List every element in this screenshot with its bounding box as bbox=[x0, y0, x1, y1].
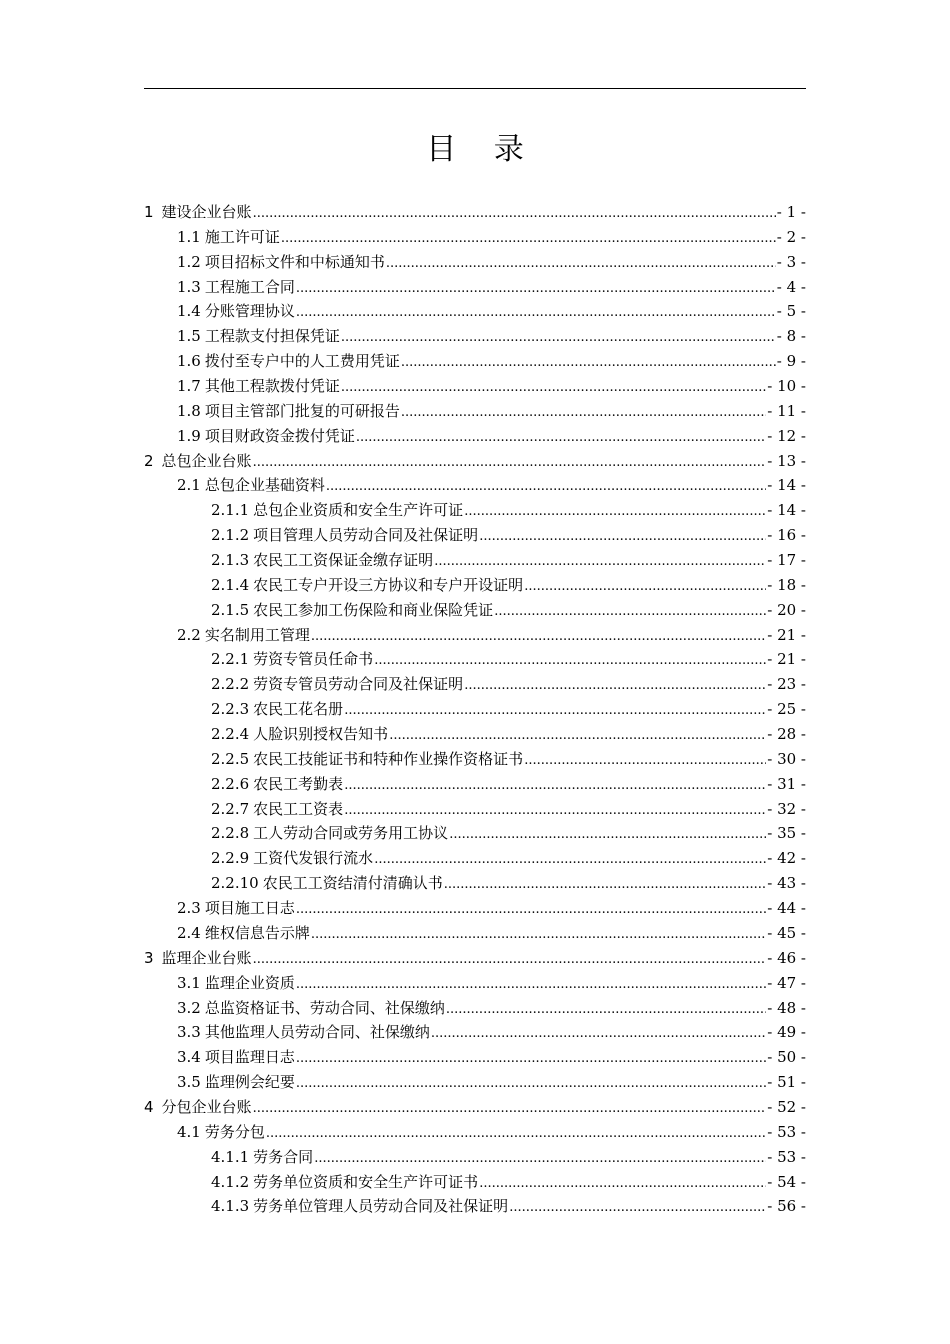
toc-entry-label: 监理企业资质 bbox=[204, 973, 295, 992]
toc-entry[interactable] bbox=[0, 1020, 950, 1045]
toc-dot-leader bbox=[524, 575, 766, 600]
toc-entry[interactable] bbox=[0, 473, 950, 498]
toc-entry[interactable] bbox=[0, 200, 950, 225]
toc-dot-leader bbox=[266, 1122, 766, 1147]
toc-entry[interactable] bbox=[0, 946, 950, 971]
header-rule bbox=[144, 88, 806, 89]
toc-entry-page-number: - 54 - bbox=[767, 1172, 806, 1191]
toc-dot-leader bbox=[326, 475, 766, 500]
toc-entry-number: 2.2.7 bbox=[211, 799, 250, 818]
toc-entry-number: 2.2.4 bbox=[211, 725, 250, 744]
toc-entry-number: 2.2.3 bbox=[211, 700, 250, 719]
toc-entry[interactable] bbox=[0, 747, 950, 772]
toc-entry[interactable] bbox=[0, 523, 950, 548]
toc-entry-label: 劳资专管员任命书 bbox=[253, 650, 374, 669]
toc-entry-label: 施工许可证 bbox=[204, 227, 280, 246]
toc-entry-label: 工资代发银行流水 bbox=[253, 849, 374, 868]
toc-entry-number: 4.1.1 bbox=[211, 1147, 250, 1166]
toc-entry-label: 总监资格证书、劳动合同、社保缴纳 bbox=[204, 998, 445, 1017]
toc-entry[interactable] bbox=[0, 324, 950, 349]
toc-entry[interactable] bbox=[0, 623, 950, 648]
toc-entry-number: 1.3 bbox=[177, 277, 201, 296]
toc-entry-page-number: - 48 - bbox=[767, 998, 806, 1017]
toc-entry-page-number: - 1 - bbox=[776, 203, 806, 221]
toc-entry[interactable] bbox=[0, 722, 950, 747]
toc-dot-leader bbox=[341, 326, 776, 351]
toc-entry-label: 劳资专管员劳动合同及社保证明 bbox=[253, 675, 464, 694]
toc-entry-number: 1.5 bbox=[177, 327, 201, 346]
toc-entry-page-number: - 14 - bbox=[767, 501, 806, 520]
toc-entry-number: 2.2.9 bbox=[211, 849, 250, 868]
toc-entry-label: 项目财政资金拨付凭证 bbox=[204, 426, 355, 445]
toc-entry[interactable] bbox=[0, 349, 950, 374]
toc-entry[interactable] bbox=[0, 449, 950, 474]
toc-entry[interactable] bbox=[0, 275, 950, 300]
toc-entry-page-number: - 53 - bbox=[767, 1122, 806, 1141]
toc-entry-label: 项目监理日志 bbox=[204, 1048, 295, 1067]
toc-entry-number: 2.1.2 bbox=[211, 526, 250, 545]
toc-entry[interactable] bbox=[0, 424, 950, 449]
toc-entry-label: 劳务分包 bbox=[204, 1122, 265, 1141]
toc-entry-label: 农民工参加工伤保险和商业保险凭证 bbox=[253, 600, 494, 619]
toc-entry-number: 2.4 bbox=[177, 923, 201, 942]
toc-entry-number: 2.2.10 bbox=[211, 874, 259, 893]
toc-entry-page-number: - 9 - bbox=[776, 352, 806, 371]
toc-entry-page-number: - 25 - bbox=[767, 700, 806, 719]
toc-entry-page-number: - 14 - bbox=[767, 476, 806, 495]
toc-entry-label: 总包企业台账 bbox=[161, 451, 252, 470]
toc-entry-number: 1 bbox=[144, 203, 154, 221]
toc-entry[interactable] bbox=[0, 996, 950, 1021]
toc-entry-label: 工程施工合同 bbox=[204, 277, 295, 296]
toc-entry[interactable] bbox=[0, 1120, 950, 1145]
toc-entry-number: 2.1.1 bbox=[211, 501, 250, 520]
toc-entry[interactable] bbox=[0, 598, 950, 623]
toc-dot-leader bbox=[509, 1196, 766, 1221]
toc-entry-label: 总包企业基础资料 bbox=[204, 476, 325, 495]
toc-entry-number: 1.7 bbox=[177, 377, 201, 396]
toc-entry-page-number: - 49 - bbox=[767, 1023, 806, 1042]
toc-entry[interactable] bbox=[0, 647, 950, 672]
toc-entry-page-number: - 30 - bbox=[767, 749, 806, 768]
toc-dot-leader bbox=[253, 948, 767, 973]
toc-entry-page-number: - 51 - bbox=[767, 1073, 806, 1092]
toc-entry-number: 2.1.3 bbox=[211, 551, 250, 570]
toc-entry-label: 农民工考勤表 bbox=[253, 774, 344, 793]
toc-dot-leader bbox=[389, 724, 766, 749]
toc-entry-number: 1.4 bbox=[177, 302, 201, 321]
toc-dot-leader bbox=[311, 923, 766, 948]
toc-dot-leader bbox=[311, 625, 766, 650]
toc-entry[interactable] bbox=[0, 821, 950, 846]
toc-entry-page-number: - 18 - bbox=[767, 575, 806, 594]
toc-entry[interactable] bbox=[0, 846, 950, 871]
toc-entry[interactable] bbox=[0, 672, 950, 697]
toc-entry-label: 实名制用工管理 bbox=[204, 625, 310, 644]
toc-dot-leader bbox=[401, 401, 766, 426]
toc-entry-number: 2 bbox=[144, 451, 154, 470]
toc-entry-label: 农民工工资结清付清确认书 bbox=[262, 874, 443, 893]
toc-entry-label: 农民工技能证书和特种作业操作资格证书 bbox=[253, 749, 524, 768]
toc-entry-page-number: - 5 - bbox=[776, 302, 806, 321]
toc-entry-number: 2.2.1 bbox=[211, 650, 250, 669]
toc-dot-leader bbox=[296, 898, 766, 923]
toc-entry-page-number: - 17 - bbox=[767, 551, 806, 570]
toc-entry-label: 总包企业资质和安全生产许可证 bbox=[253, 501, 464, 520]
toc-dot-leader bbox=[344, 699, 766, 724]
toc-entry-page-number: - 12 - bbox=[767, 426, 806, 445]
toc-entry-number: 2.2.8 bbox=[211, 824, 250, 843]
toc-entry-label: 监理企业台账 bbox=[161, 948, 252, 967]
toc-entry-number: 3.2 bbox=[177, 998, 201, 1017]
toc-dot-leader bbox=[253, 202, 776, 227]
toc-entry-page-number: - 53 - bbox=[767, 1147, 806, 1166]
toc-entry[interactable] bbox=[0, 896, 950, 921]
toc-entry-page-number: - 43 - bbox=[767, 874, 806, 893]
toc-entry-page-number: - 11 - bbox=[767, 401, 806, 420]
toc-dot-leader bbox=[281, 227, 776, 252]
toc-entry-label: 其他工程款拨付凭证 bbox=[204, 377, 340, 396]
toc-entry-label: 劳务合同 bbox=[253, 1147, 314, 1166]
toc-entry-page-number: - 21 - bbox=[767, 650, 806, 669]
toc-entry-label: 劳务单位管理人员劳动合同及社保证明 bbox=[253, 1197, 509, 1216]
toc-dot-leader bbox=[464, 500, 766, 525]
toc-entry-number: 2.3 bbox=[177, 899, 201, 918]
toc-entry-number: 1.8 bbox=[177, 401, 201, 420]
toc-entry-page-number: - 50 - bbox=[767, 1048, 806, 1067]
toc-entry[interactable] bbox=[0, 250, 950, 275]
toc-entry-number: 2.2.6 bbox=[211, 774, 250, 793]
toc-entry-page-number: - 28 - bbox=[767, 725, 806, 744]
toc-dot-leader bbox=[446, 998, 766, 1023]
toc-entry[interactable] bbox=[0, 399, 950, 424]
toc-entry[interactable] bbox=[0, 1070, 950, 1095]
toc-entry-label: 监理例会纪要 bbox=[204, 1073, 295, 1092]
toc-dot-leader bbox=[374, 848, 766, 873]
toc-entry-label: 建设企业台账 bbox=[161, 203, 252, 221]
toc-entry-page-number: - 23 - bbox=[767, 675, 806, 694]
toc-entry-number: 4.1 bbox=[177, 1122, 201, 1141]
toc-entry[interactable] bbox=[0, 697, 950, 722]
toc-entry-label: 农民工花名册 bbox=[253, 700, 344, 719]
toc-entry-label: 农民工工资表 bbox=[253, 799, 344, 818]
toc-entry-page-number: - 44 - bbox=[767, 899, 806, 918]
toc-dot-leader bbox=[314, 1147, 766, 1172]
toc-entry-page-number: - 20 - bbox=[767, 600, 806, 619]
toc-entry-number: 1.9 bbox=[177, 426, 201, 445]
toc-entry[interactable] bbox=[0, 772, 950, 797]
toc-entry-page-number: - 35 - bbox=[767, 824, 806, 843]
toc-entry-label: 人脸识别授权告知书 bbox=[253, 725, 389, 744]
toc-entry[interactable] bbox=[0, 374, 950, 399]
toc-entry-page-number: - 2 - bbox=[776, 227, 806, 246]
toc-entry-number: 2.1 bbox=[177, 476, 201, 495]
toc-entry-number: 1.1 bbox=[177, 227, 201, 246]
toc-title: 目 录 bbox=[426, 132, 538, 167]
toc-entry[interactable] bbox=[0, 498, 950, 523]
toc-dot-leader bbox=[296, 973, 766, 998]
toc-dot-leader bbox=[374, 649, 766, 674]
toc-entry-number: 2.2.5 bbox=[211, 749, 250, 768]
toc-dot-leader bbox=[524, 749, 766, 774]
toc-entry-number: 4.1.3 bbox=[211, 1197, 250, 1216]
toc-list bbox=[0, 200, 950, 1219]
toc-entry-page-number: - 31 - bbox=[767, 774, 806, 793]
toc-dot-leader bbox=[434, 550, 766, 575]
toc-entry-page-number: - 52 - bbox=[767, 1097, 806, 1116]
toc-entry[interactable] bbox=[0, 1170, 950, 1195]
toc-entry-label: 项目招标文件和中标通知书 bbox=[204, 252, 385, 271]
toc-dot-leader bbox=[494, 600, 766, 625]
toc-dot-leader bbox=[296, 301, 776, 326]
toc-dot-leader bbox=[449, 823, 766, 848]
toc-dot-leader bbox=[444, 873, 767, 898]
toc-entry-label: 项目主管部门批复的可研报告 bbox=[204, 401, 400, 420]
toc-entry-label: 劳务单位资质和安全生产许可证书 bbox=[253, 1172, 479, 1191]
toc-entry-page-number: - 56 - bbox=[767, 1197, 806, 1216]
toc-entry-page-number: - 8 - bbox=[776, 327, 806, 346]
toc-dot-leader bbox=[296, 277, 776, 302]
toc-entry[interactable] bbox=[0, 1095, 950, 1120]
toc-entry-label: 分账管理协议 bbox=[204, 302, 295, 321]
toc-entry-label: 其他监理人员劳动合同、社保缴纳 bbox=[204, 1023, 430, 1042]
toc-entry[interactable] bbox=[0, 548, 950, 573]
toc-dot-leader bbox=[344, 774, 766, 799]
toc-entry-label: 项目施工日志 bbox=[204, 899, 295, 918]
toc-entry-number: 2.1.5 bbox=[211, 600, 250, 619]
toc-entry-page-number: - 47 - bbox=[767, 973, 806, 992]
toc-dot-leader bbox=[344, 799, 766, 824]
toc-dot-leader bbox=[356, 426, 766, 451]
toc-entry[interactable] bbox=[0, 1045, 950, 1070]
toc-entry-number: 2.1.4 bbox=[211, 575, 250, 594]
toc-entry-number: 1.6 bbox=[177, 352, 201, 371]
toc-entry[interactable] bbox=[0, 797, 950, 822]
toc-dot-leader bbox=[479, 525, 766, 550]
toc-dot-leader bbox=[253, 1097, 767, 1122]
toc-dot-leader bbox=[431, 1022, 766, 1047]
toc-entry[interactable] bbox=[0, 1194, 950, 1219]
toc-entry-label: 工程款支付担保凭证 bbox=[204, 327, 340, 346]
toc-entry-page-number: - 13 - bbox=[767, 451, 806, 470]
toc-entry-page-number: - 16 - bbox=[767, 526, 806, 545]
toc-entry-label: 拨付至专户中的人工费用凭证 bbox=[204, 352, 400, 371]
toc-entry-label: 分包企业台账 bbox=[161, 1097, 252, 1116]
toc-entry[interactable] bbox=[0, 971, 950, 996]
toc-entry-label: 维权信息告示牌 bbox=[204, 923, 310, 942]
toc-dot-leader bbox=[479, 1172, 766, 1197]
toc-dot-leader bbox=[253, 451, 767, 476]
toc-entry-number: 2.2 bbox=[177, 625, 201, 644]
toc-entry[interactable] bbox=[0, 871, 950, 896]
toc-entry-page-number: - 45 - bbox=[767, 923, 806, 942]
toc-entry-label: 项目管理人员劳动合同及社保证明 bbox=[253, 526, 479, 545]
toc-entry[interactable] bbox=[0, 573, 950, 598]
toc-entry-number: 4.1.2 bbox=[211, 1172, 250, 1191]
toc-entry-number: 3.1 bbox=[177, 973, 201, 992]
toc-entry[interactable] bbox=[0, 1145, 950, 1170]
toc-entry-page-number: - 3 - bbox=[776, 252, 806, 271]
toc-entry[interactable] bbox=[0, 299, 950, 324]
toc-entry-number: 4 bbox=[144, 1097, 154, 1116]
toc-entry-page-number: - 21 - bbox=[767, 625, 806, 644]
toc-entry-number: 2.2.2 bbox=[211, 675, 250, 694]
toc-dot-leader bbox=[386, 252, 776, 277]
toc-dot-leader bbox=[296, 1047, 766, 1072]
toc-entry-number: 3.5 bbox=[177, 1073, 201, 1092]
toc-entry-label: 工人劳动合同或劳务用工协议 bbox=[253, 824, 449, 843]
toc-entry-number: 3.3 bbox=[177, 1023, 201, 1042]
toc-entry-number: 1.2 bbox=[177, 252, 201, 271]
toc-entry-page-number: - 46 - bbox=[767, 948, 806, 967]
toc-entry-page-number: - 10 - bbox=[767, 377, 806, 396]
toc-entry-number: 3 bbox=[144, 948, 154, 967]
toc-dot-leader bbox=[401, 351, 776, 376]
toc-dot-leader bbox=[341, 376, 766, 401]
toc-entry-label: 农民工工资保证金缴存证明 bbox=[253, 551, 434, 570]
toc-entry-number: 3.4 bbox=[177, 1048, 201, 1067]
toc-entry[interactable] bbox=[0, 921, 950, 946]
toc-dot-leader bbox=[464, 674, 766, 699]
toc-dot-leader bbox=[296, 1072, 766, 1097]
toc-entry-page-number: - 4 - bbox=[776, 277, 806, 296]
toc-entry-page-number: - 32 - bbox=[767, 799, 806, 818]
toc-entry-page-number: - 42 - bbox=[767, 849, 806, 868]
toc-entry-label: 农民工专户开设三方协议和专户开设证明 bbox=[253, 575, 524, 594]
toc-entry[interactable] bbox=[0, 225, 950, 250]
